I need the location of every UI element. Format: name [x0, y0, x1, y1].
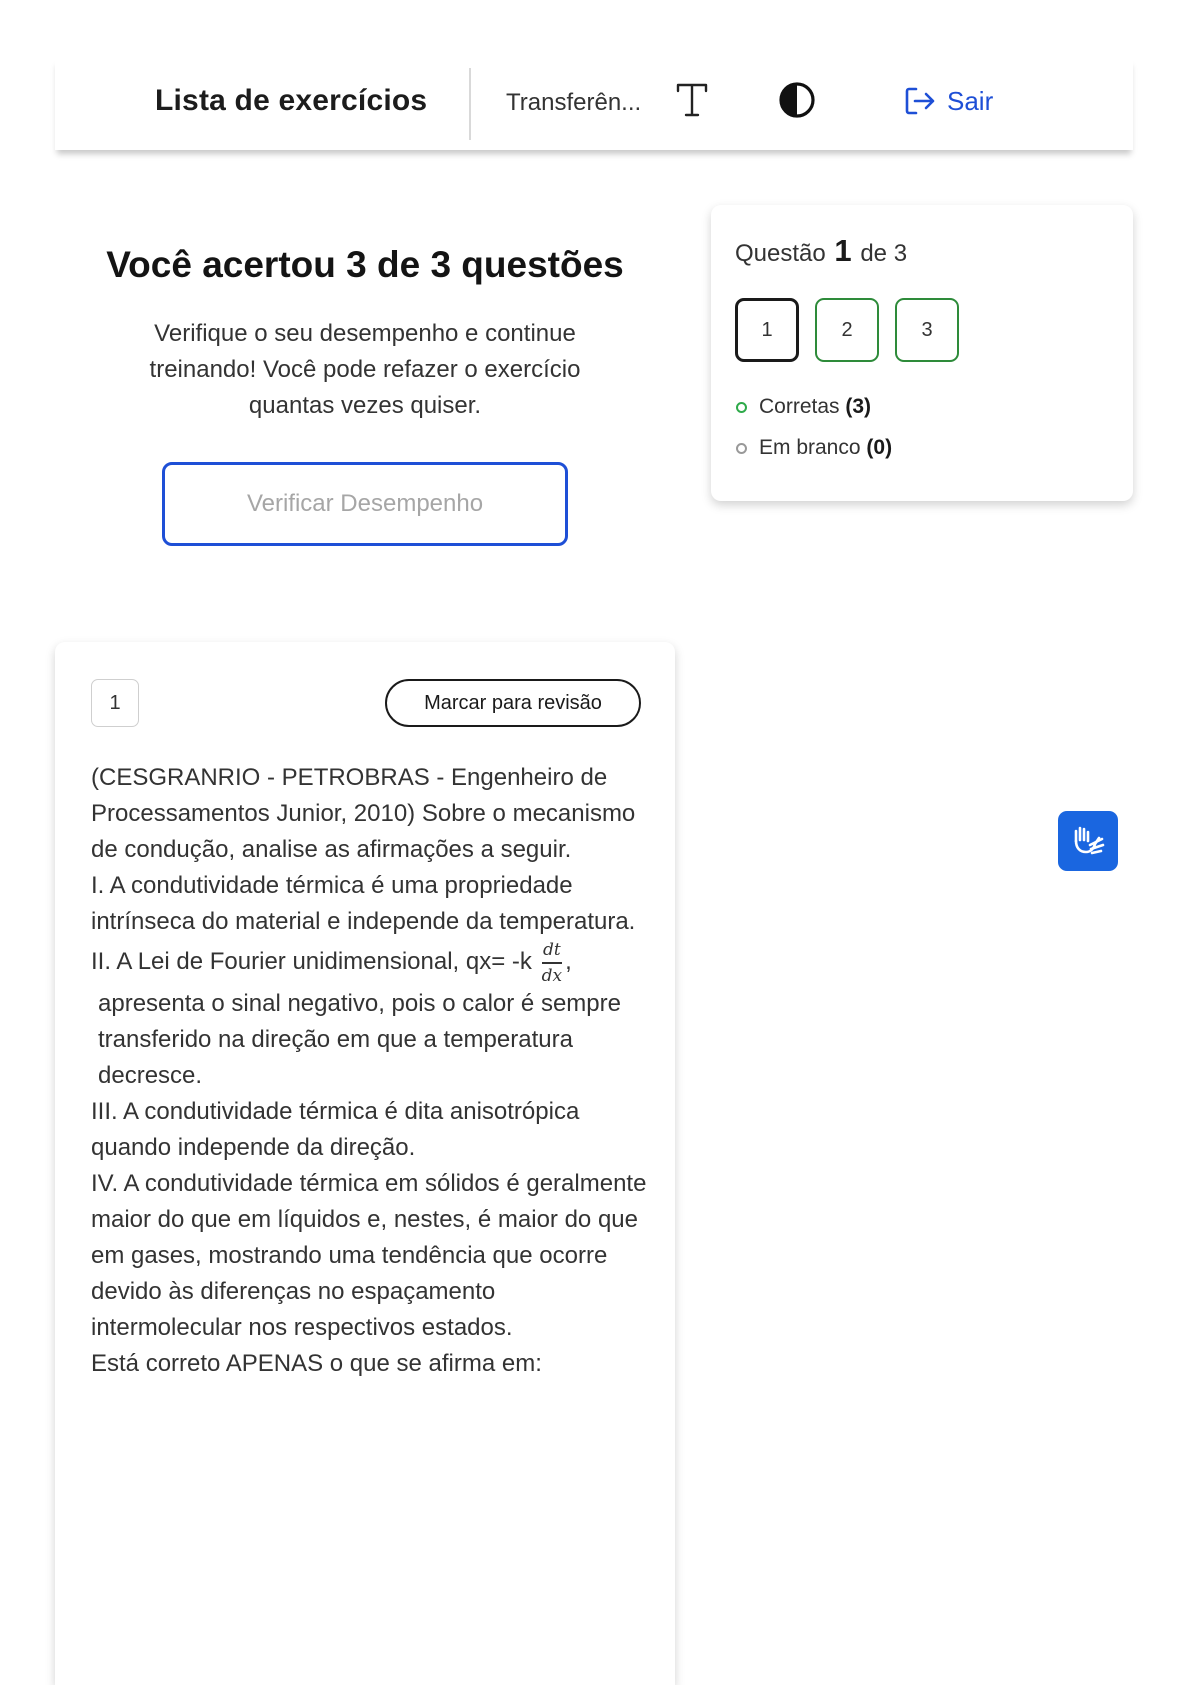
contrast-icon[interactable]	[778, 81, 816, 119]
sign-language-icon	[1068, 821, 1108, 861]
font-size-icon[interactable]	[675, 80, 709, 120]
statement-2-rest: apresenta o sinal negativo, pois o calor é sempre transferido na direção em que a temperatura decresce.	[98, 989, 621, 1089]
statement-1: I. A condutividade térmica é uma propriedade intrínseca do material e independe da temperatura.	[91, 872, 636, 935]
question-prompt: Está correto APENAS o que se afirma em:	[91, 1349, 542, 1377]
result-title: Você acertou 3 de 3 questões	[106, 244, 624, 285]
current-question-number: 1	[834, 233, 852, 268]
legend-blank-label: Em branco	[759, 436, 861, 459]
statement-2-prefix: II. A Lei de Fourier unidimensional, qx= -k	[91, 948, 532, 976]
logout-button[interactable]	[903, 84, 993, 118]
verify-performance-button[interactable]: Verificar Desempenho	[162, 462, 568, 546]
fraction-denominator: dx	[541, 965, 563, 986]
statement-2-formula	[91, 940, 651, 986]
counter-prefix: Questão	[735, 240, 826, 267]
blank-dot-icon	[736, 443, 747, 454]
correct-dot-icon	[736, 402, 747, 413]
logout-icon	[903, 84, 937, 118]
header-divider	[469, 68, 471, 140]
sign-language-button[interactable]	[1058, 811, 1118, 871]
top-header	[55, 58, 1133, 150]
legend-blank-count: (0)	[866, 436, 893, 459]
question-number-badge: 1	[91, 679, 139, 727]
question-statement	[91, 760, 651, 1382]
fraction-numerator: dt	[542, 940, 561, 960]
page-title: Lista de exercícios	[155, 84, 428, 117]
subject-title: Transferên...	[506, 89, 642, 116]
counter-suffix: de 3	[860, 240, 908, 267]
question-card	[55, 642, 675, 1685]
legend-correct	[736, 395, 871, 419]
legend-blank	[736, 436, 892, 460]
legend-correct-count: (3)	[845, 395, 872, 418]
question-button-2[interactable]: 2	[815, 298, 879, 362]
question-intro: (CESGRANRIO - PETROBRAS - Engenheiro de Processamentos Junior, 2010) Sobre o mecanismo de condução, analise as afirmações a seguir.	[91, 764, 636, 863]
result-description: Verifique o seu desempenho e continue treinando! Você pode refazer o exercício quantas vezes quiser.	[149, 320, 581, 419]
question-button-1[interactable]: 1	[735, 298, 799, 362]
statement-2-comma: ,	[565, 948, 572, 976]
question-navigator	[711, 205, 1133, 501]
statement-4: IV. A condutividade térmica em sólidos é geralmente maior do que em líquidos e, nestes, é maior do que em gases, mostrando uma tendência que ocorre devido às diferenças no espaçamento intermolecular nos respectivos estados.	[91, 1169, 647, 1341]
mark-for-review-button[interactable]: Marcar para revisão	[385, 679, 641, 727]
statement-3: III. A condutividade térmica é dita anisotrópica quando independe da direção.	[91, 1097, 580, 1161]
logout-label: Sair	[947, 85, 994, 116]
fourier-fraction	[542, 940, 562, 986]
question-button-3[interactable]: 3	[895, 298, 959, 362]
legend-correct-label: Corretas	[759, 395, 840, 418]
question-counter	[735, 233, 907, 269]
